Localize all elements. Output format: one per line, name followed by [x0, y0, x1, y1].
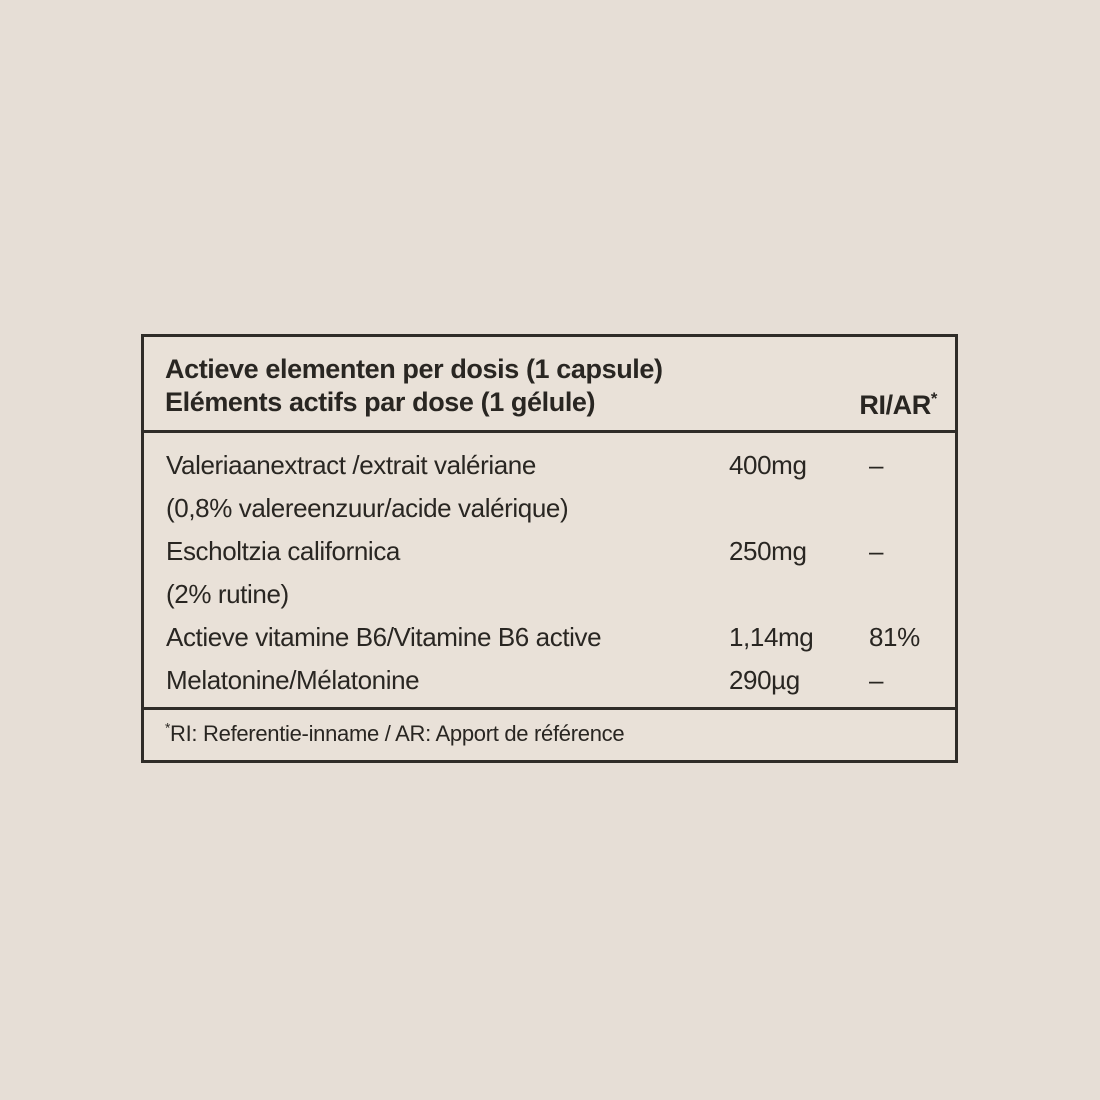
table-row — [144, 616, 955, 659]
table-body — [144, 433, 955, 707]
table-row — [144, 444, 955, 487]
table-row — [144, 530, 955, 573]
table-header — [144, 337, 955, 433]
ingredient-ri-ar: – — [869, 450, 884, 480]
footnote-asterisk: * — [165, 720, 171, 736]
footnote-text: RI: Referentie-inname / AR: Apport de référence — [170, 721, 625, 746]
ri-ar-label: RI/AR — [859, 390, 931, 420]
ingredient-ri-ar: – — [869, 536, 884, 566]
header-title-nl: Actieve elementen per dosis (1 capsule) — [165, 354, 663, 384]
ingredient-name: (0,8% valereenzuur/acide valérique) — [166, 493, 569, 523]
table-row — [144, 487, 955, 530]
supplement-facts-table — [141, 334, 958, 763]
ingredient-name: Actieve vitamine B6/Vitamine B6 active — [166, 622, 602, 652]
ri-ar-asterisk: * — [930, 389, 937, 408]
ingredient-name: Escholtzia californica — [166, 536, 400, 566]
table-row — [144, 659, 955, 702]
ingredient-name: (2% rutine) — [166, 579, 289, 609]
ingredient-name: Valeriaanextract /extrait valériane — [166, 450, 536, 480]
header-title-fr: Eléments actifs par dose (1 gélule) — [165, 387, 596, 417]
ingredient-amount: 400mg — [729, 450, 807, 480]
ingredient-ri-ar: – — [869, 665, 884, 695]
ingredient-name: Melatonine/Mélatonine — [166, 665, 420, 695]
table-row — [144, 573, 955, 616]
ingredient-amount: 1,14mg — [729, 622, 814, 652]
ingredient-amount: 250mg — [729, 536, 807, 566]
table-footnote — [144, 707, 955, 758]
ingredient-amount: 290µg — [729, 665, 800, 695]
ri-ar-column-header — [859, 390, 937, 421]
ingredient-ri-ar: 81% — [869, 622, 920, 652]
